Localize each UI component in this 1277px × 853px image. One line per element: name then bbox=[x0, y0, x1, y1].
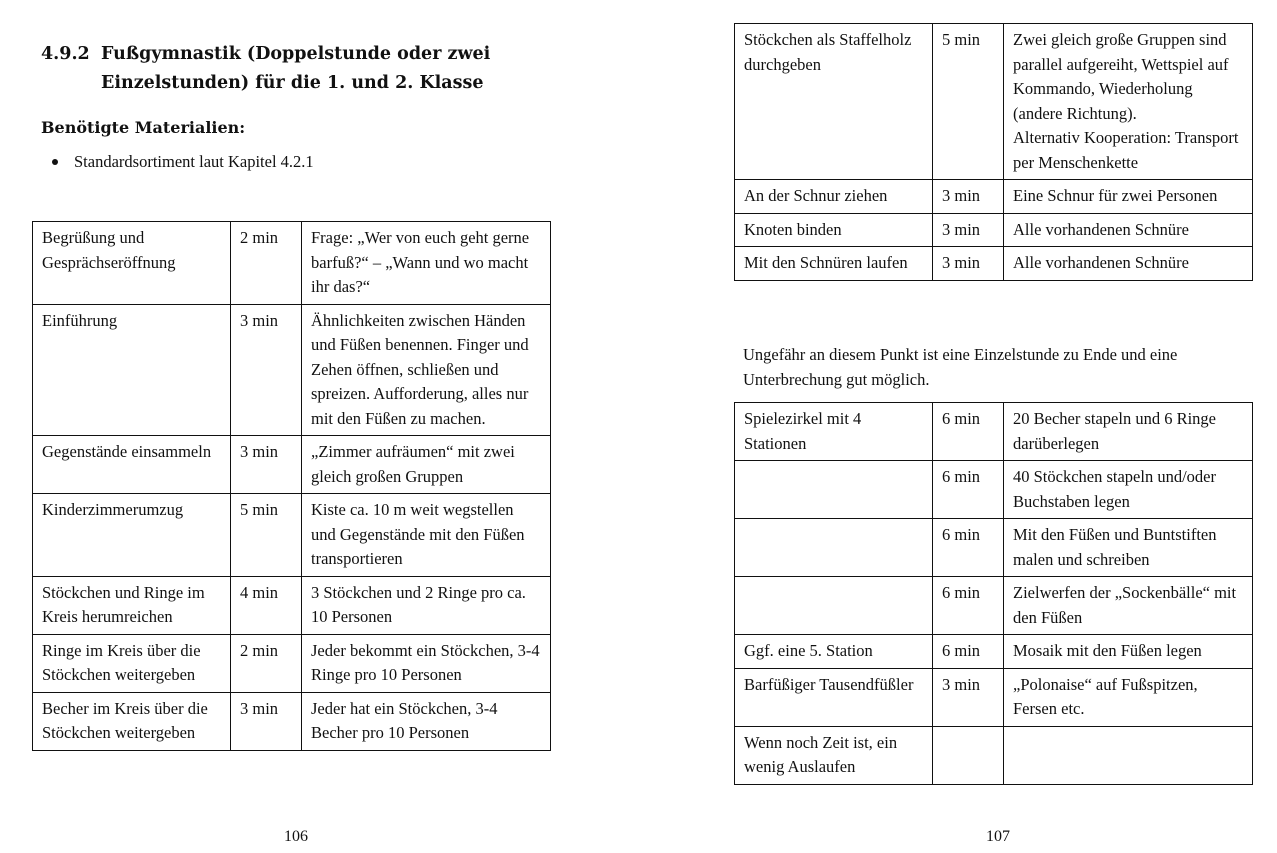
table-row bbox=[735, 247, 1253, 281]
activity-cell: Wenn noch Zeit ist, ein wenig Auslaufen bbox=[735, 726, 933, 784]
time-cell: 3 min bbox=[231, 692, 302, 750]
description-cell: Eine Schnur für zwei Personen bbox=[1004, 180, 1253, 214]
break-note: Ungefähr an diesem Punkt ist eine Einzelstunde zu Ende und eine Unterbrechung gut möglich. bbox=[743, 345, 1178, 389]
table-row bbox=[735, 635, 1253, 669]
table-row bbox=[735, 213, 1253, 247]
activity-cell: Kinderzimmerumzug bbox=[33, 494, 231, 577]
table-row bbox=[33, 576, 551, 634]
section-number: 4.9.2 bbox=[41, 44, 90, 64]
time-cell: 6 min bbox=[933, 635, 1004, 669]
materials-item: Standardsortiment laut Kapitel 4.2.1 bbox=[41, 151, 314, 173]
table-row bbox=[33, 692, 551, 750]
activity-cell: Becher im Kreis über die Stöckchen weitergeben bbox=[33, 692, 231, 750]
activity-cell bbox=[735, 519, 933, 577]
table-row bbox=[33, 222, 551, 305]
lesson-plan-table-2 bbox=[734, 23, 1253, 281]
table-row bbox=[33, 494, 551, 577]
time-cell: 6 min bbox=[933, 403, 1004, 461]
table-row bbox=[735, 403, 1253, 461]
time-cell: 5 min bbox=[933, 24, 1004, 180]
lesson-plan-table-1 bbox=[32, 221, 551, 751]
activity-cell: Ggf. eine 5. Station bbox=[735, 635, 933, 669]
page-number: 106 bbox=[284, 828, 308, 845]
table-row bbox=[735, 24, 1253, 180]
description-cell: Alle vorhandenen Schnüre bbox=[1004, 213, 1253, 247]
description-cell bbox=[1004, 726, 1253, 784]
time-cell: 2 min bbox=[231, 634, 302, 692]
table-row bbox=[33, 634, 551, 692]
page-number: 107 bbox=[986, 828, 1010, 845]
table-row bbox=[33, 304, 551, 436]
description-alternative: Alternativ Kooperation: Transport per Menschenkette bbox=[1013, 128, 1239, 172]
description-cell: Ähnlichkeiten zwischen Händen und Füßen benennen. Finger und Zehen öffnen, schließen und spreizen. Aufforderung, alles nur mit den Füßen zu machen. bbox=[302, 304, 551, 436]
time-cell: 2 min bbox=[231, 222, 302, 305]
table-row bbox=[735, 519, 1253, 577]
description-cell bbox=[1004, 24, 1253, 180]
description-cell: „Zimmer aufräumen“ mit zwei gleich großen Gruppen bbox=[302, 436, 551, 494]
lesson-plan-table-3 bbox=[734, 402, 1253, 785]
table-row bbox=[735, 726, 1253, 784]
table-row bbox=[735, 668, 1253, 726]
table-row bbox=[735, 577, 1253, 635]
activity-cell: Stöckchen und Ringe im Kreis herumreichen bbox=[33, 576, 231, 634]
time-cell: 3 min bbox=[231, 436, 302, 494]
description-cell: Kiste ca. 10 m weit wegstellen und Gegenstände mit den Füßen transportieren bbox=[302, 494, 551, 577]
table-row bbox=[33, 436, 551, 494]
time-cell: 5 min bbox=[231, 494, 302, 577]
time-cell: 3 min bbox=[933, 668, 1004, 726]
section-title-line1: Fußgymnastik (Doppelstunde oder zwei bbox=[101, 44, 491, 64]
section-title-line2: Einzelstunden) für die 1. und 2. Klasse bbox=[101, 73, 484, 93]
activity-cell: Gegenstände einsammeln bbox=[33, 436, 231, 494]
activity-cell: Ringe im Kreis über die Stöckchen weitergeben bbox=[33, 634, 231, 692]
description-cell: Alle vorhandenen Schnüre bbox=[1004, 247, 1253, 281]
description-cell: 40 Stöckchen stapeln und/oder Buchstaben legen bbox=[1004, 461, 1253, 519]
time-cell: 3 min bbox=[933, 180, 1004, 214]
time-cell: 6 min bbox=[933, 519, 1004, 577]
time-cell bbox=[933, 726, 1004, 784]
description-cell: Zielwerfen der „Sockenbälle“ mit den Füßen bbox=[1004, 577, 1253, 635]
time-cell: 3 min bbox=[933, 213, 1004, 247]
description-cell: Jeder bekommt ein Stöckchen, 3-4 Ringe pro 10 Personen bbox=[302, 634, 551, 692]
left-page bbox=[0, 0, 600, 853]
activity-cell: Mit den Schnüren laufen bbox=[735, 247, 933, 281]
time-cell: 3 min bbox=[231, 304, 302, 436]
time-cell: 4 min bbox=[231, 576, 302, 634]
activity-cell bbox=[735, 577, 933, 635]
time-cell: 6 min bbox=[933, 461, 1004, 519]
description-cell: Mosaik mit den Füßen legen bbox=[1004, 635, 1253, 669]
section-heading bbox=[41, 40, 581, 98]
table-row bbox=[735, 180, 1253, 214]
activity-cell: Einführung bbox=[33, 304, 231, 436]
activity-cell: Stöckchen als Staffelholz durchgeben bbox=[735, 24, 933, 180]
activity-cell: Begrüßung und Gesprächseröffnung bbox=[33, 222, 231, 305]
time-cell: 6 min bbox=[933, 577, 1004, 635]
description-cell: Frage: „Wer von euch geht gerne barfuß?“ – „Wann und wo macht ihr das?“ bbox=[302, 222, 551, 305]
description-cell: 20 Becher stapeln und 6 Ringe darüberlegen bbox=[1004, 403, 1253, 461]
table-row bbox=[735, 461, 1253, 519]
materials-list bbox=[41, 151, 314, 173]
activity-cell: Knoten binden bbox=[735, 213, 933, 247]
activity-cell: Barfüßiger Tausendfüßler bbox=[735, 668, 933, 726]
activity-cell: An der Schnur ziehen bbox=[735, 180, 933, 214]
description-cell: „Polonaise“ auf Fußspitzen, Fersen etc. bbox=[1004, 668, 1253, 726]
description-text: Zwei gleich große Gruppen sind parallel aufgereiht, Wettspiel auf Kommando, Wiederholung (andere Richtung). bbox=[1013, 30, 1229, 123]
description-cell: Jeder hat ein Stöckchen, 3-4 Becher pro 10 Personen bbox=[302, 692, 551, 750]
right-page bbox=[640, 0, 1277, 853]
materials-title: Benötigte Materialien: bbox=[41, 118, 246, 137]
description-cell: 3 Stöckchen und 2 Ringe pro ca. 10 Personen bbox=[302, 576, 551, 634]
description-cell: Mit den Füßen und Buntstiften malen und schreiben bbox=[1004, 519, 1253, 577]
time-cell: 3 min bbox=[933, 247, 1004, 281]
activity-cell: Spielezirkel mit 4 Stationen bbox=[735, 403, 933, 461]
activity-cell bbox=[735, 461, 933, 519]
